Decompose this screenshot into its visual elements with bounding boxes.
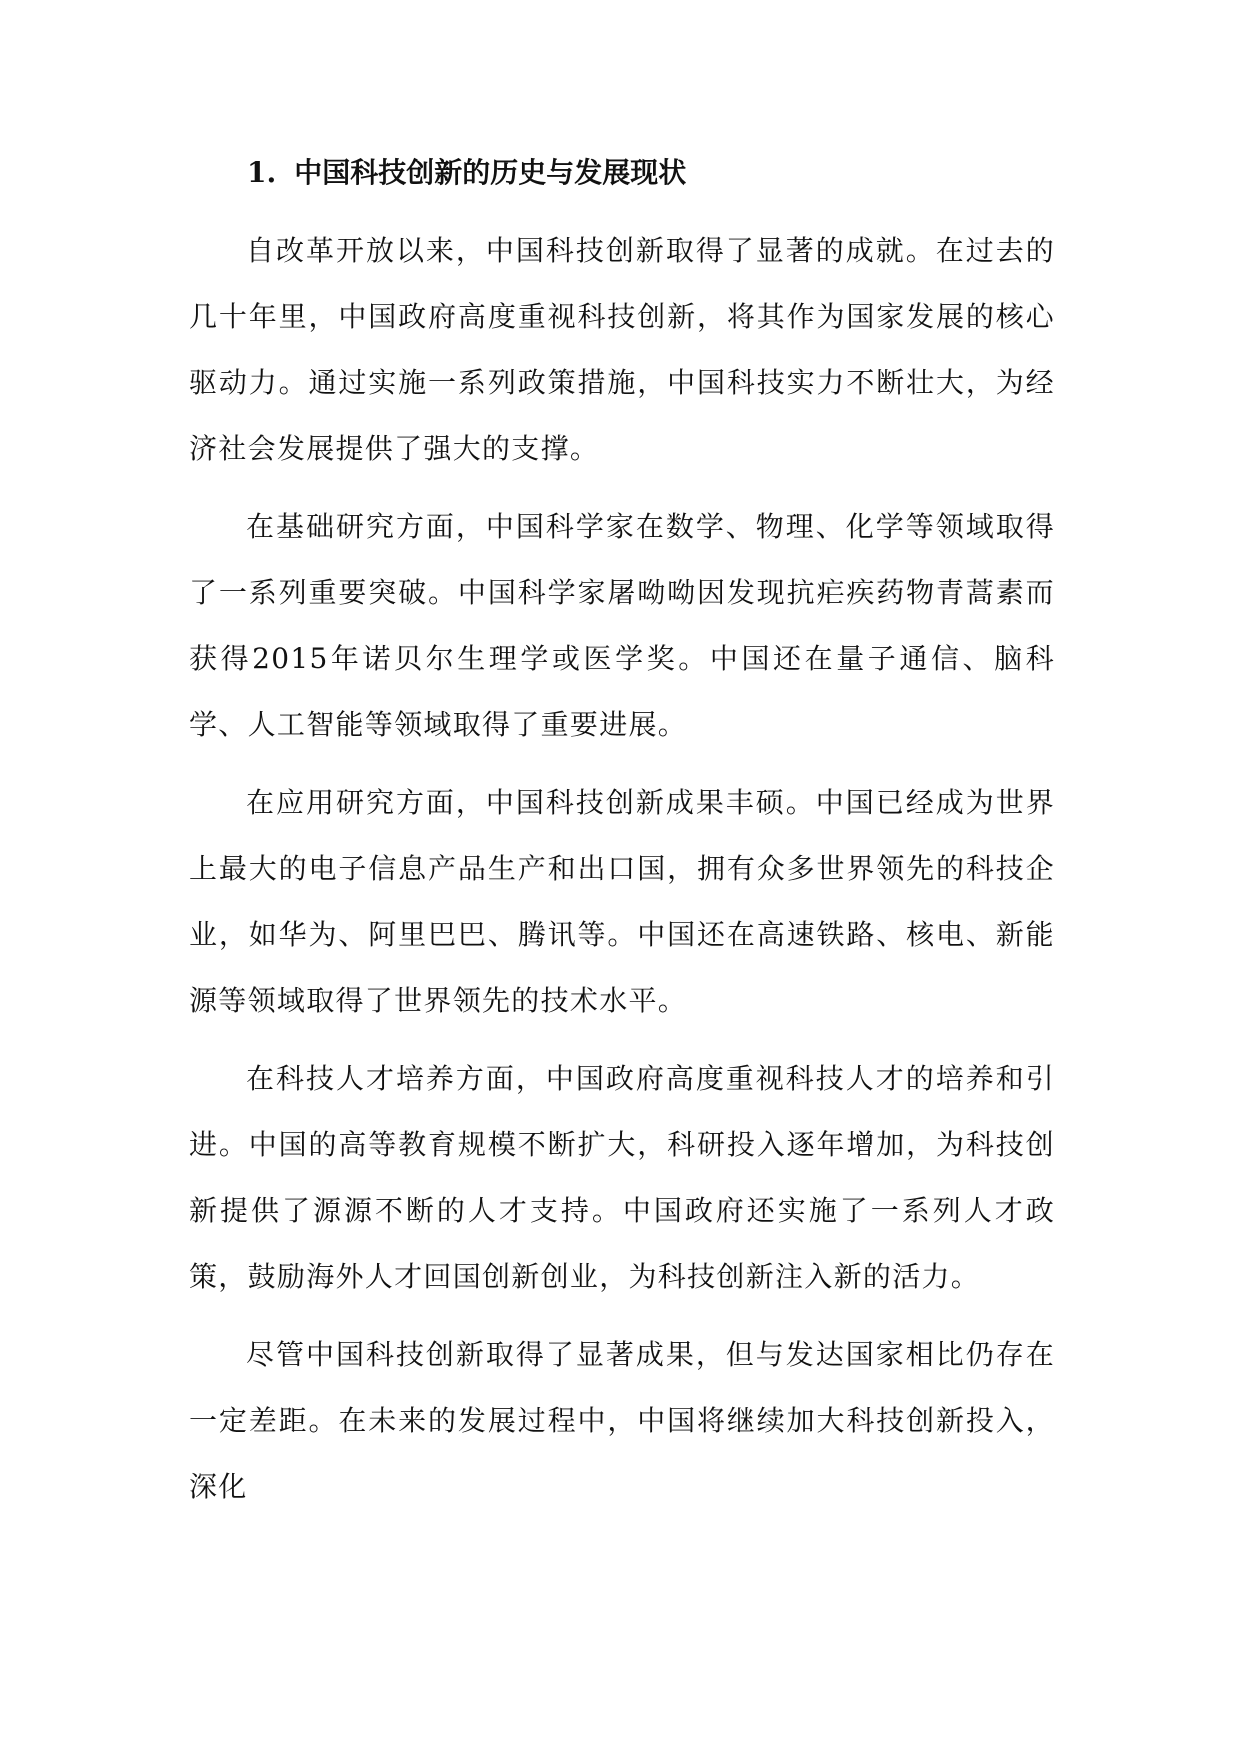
paragraph-applied-research: 在应用研究方面，中国科技创新成果丰硕。中国已经成为世界上最大的电子信息产品生产和出口国，拥有众多世界领先的科技企业，如华为、阿里巴巴、腾讯等。中国还在高速铁路、核电、新能源等领域取得了世界领先的技术水平。 xyxy=(189,786,1055,1017)
document-body xyxy=(189,140,1055,1520)
section-number: 1. xyxy=(247,156,277,189)
section-title: 中国科技创新的历史与发展现状 xyxy=(294,156,687,189)
paragraph-intro: 自改革开放以来，中国科技创新取得了显著的成就。在过去的几十年里，中国政府高度重视科技创新，将其作为国家发展的核心驱动力。通过实施一系列政策措施，中国科技实力不断壮大，为经济社会发展提供了强大的支撑。 xyxy=(189,234,1055,465)
section-heading xyxy=(189,140,1055,206)
paragraph-gap: 尽管中国科技创新取得了显著成果，但与发达国家相比仍存在一定差距。在未来的发展过程中，中国将继续加大科技创新投入，深化 xyxy=(189,1338,1055,1503)
paragraph-talent: 在科技人才培养方面，中国政府高度重视科技人才的培养和引进。中国的高等教育规模不断扩大，科研投入逐年增加，为科技创新提供了源源不断的人才支持。中国政府还实施了一系列人才政策，鼓励海外人才回国创新创业，为科技创新注入新的活力。 xyxy=(189,1062,1055,1293)
paragraph-basic-research: 在基础研究方面，中国科学家在数学、物理、化学等领域取得了一系列重要突破。中国科学家屠呦呦因发现抗疟疾药物青蒿素而获得2015年诺贝尔生理学或医学奖。中国还在量子通信、脑科学、人工智能等领域取得了重要进展。 xyxy=(189,510,1055,741)
